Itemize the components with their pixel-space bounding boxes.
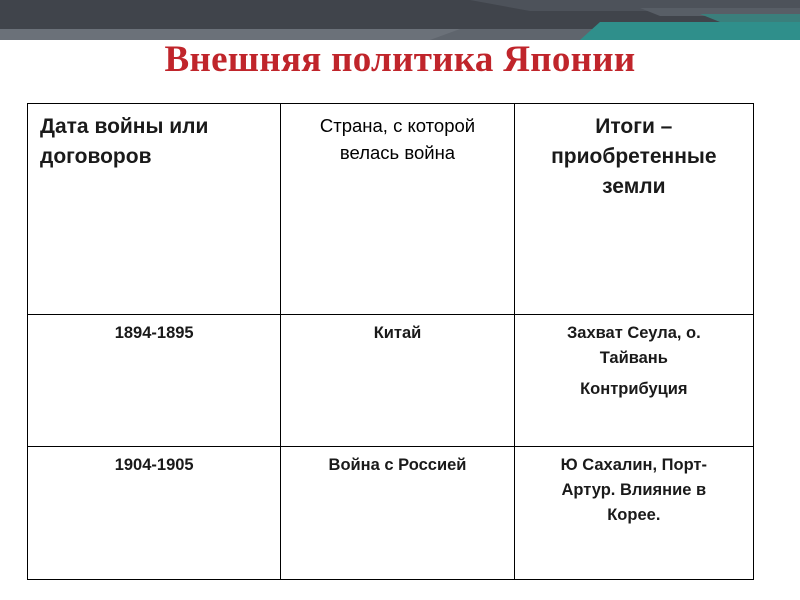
foreign-policy-table	[27, 103, 754, 580]
row-date: 1894-1895	[114, 324, 194, 342]
row-result-line: Захват Сеула, о.	[566, 324, 701, 342]
table-header-row	[28, 104, 754, 315]
header-date-line: Дата войны или	[40, 115, 209, 138]
row-country: Китай	[373, 324, 422, 342]
row-result-line: Тайвань	[599, 349, 668, 367]
header-results	[514, 104, 753, 315]
row-result-line: Артур. Влияние в	[561, 481, 707, 499]
row-result-extra: Контрибуция	[580, 380, 688, 398]
header-results-line: Итоги –	[595, 115, 673, 138]
row-date-cell	[28, 315, 281, 447]
row-result-line: Корее.	[607, 506, 661, 524]
row-country-cell	[281, 447, 514, 580]
header-results-line: земли	[602, 175, 666, 198]
header-date-line: договоров	[40, 145, 152, 168]
row-result-cell	[514, 447, 753, 580]
header-date	[28, 104, 281, 315]
header-country-line: Страна, с которой	[319, 115, 476, 136]
header-results-line: приобретенные	[551, 145, 717, 168]
top-decorative-bar	[0, 0, 800, 40]
table-row	[28, 315, 754, 447]
row-date: 1904-1905	[114, 456, 194, 474]
slide-title: Внешняя политика Японии	[164, 39, 636, 80]
row-date-cell	[28, 447, 281, 580]
row-country: Война с Россией	[328, 456, 467, 474]
row-country-cell	[281, 315, 514, 447]
header-country	[281, 104, 514, 315]
row-result-cell	[514, 315, 753, 447]
table-row	[28, 447, 754, 580]
header-country-line: велась война	[339, 142, 456, 163]
row-result-line: Ю Сахалин, Порт-	[560, 456, 708, 474]
